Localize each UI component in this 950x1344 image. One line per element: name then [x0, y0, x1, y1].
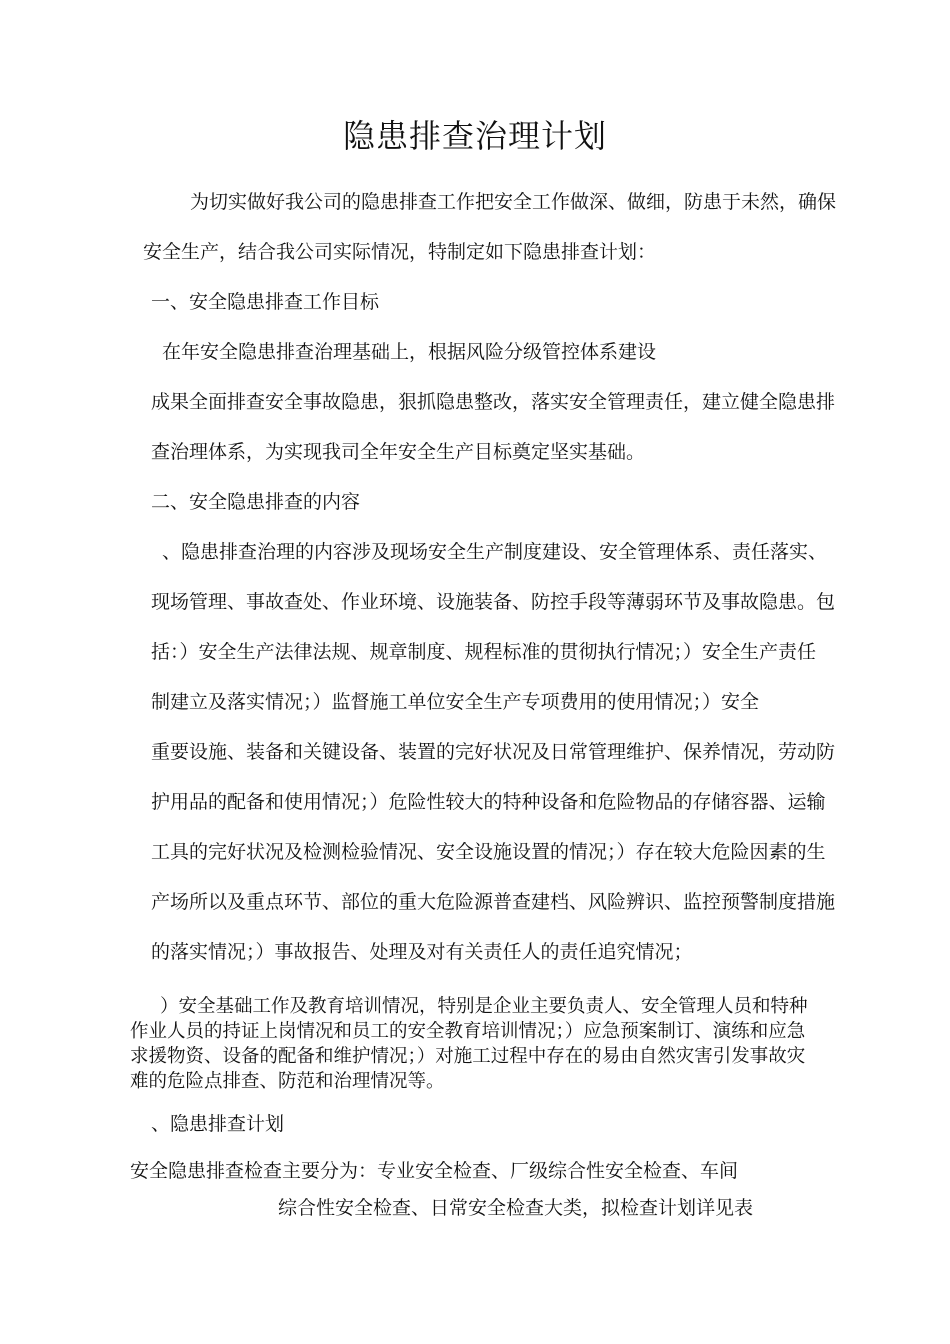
section2-dense-line-4: 难的危险点排查、防范和治理情况等。 — [130, 1071, 445, 1092]
section1-heading: 一、安全隐患排查工作目标 — [151, 291, 380, 313]
intro-line-2: 安全生产，结合我公司实际情况，特制定如下隐患排查计划： — [143, 241, 657, 263]
document-title: 隐患排查治理计划 — [342, 117, 607, 155]
section2-line-4: 制建立及落实情况；）监督施工单位安全生产专项费用的使用情况；）安全 — [151, 691, 760, 713]
section2-dense-line-3: 求援物资、设备的配备和维护情况；）对施工过程中存在的易由自然灾害引发事故灾 — [130, 1046, 806, 1067]
section3-heading: 、隐患排查计划 — [151, 1113, 285, 1135]
section2-line-5: 重要设施、装备和关键设备、装置的完好状况及日常管理维护、保养情况，劳动防 — [151, 741, 836, 763]
section2-dense-line-2: 作业人员的持证上岗情况和员工的安全教育培训情况；）应急预案制订、演练和应急 — [130, 1021, 806, 1042]
section2-line-6: 护用品的配备和使用情况；）危险性较大的特种设备和危险物品的存储容器、运输 — [151, 791, 826, 813]
section2-line-2: 现场管理、事故查处、作业环境、设施装备、防控手段等薄弱环节及事故隐患。包 — [151, 591, 836, 613]
section2-line-3: 括：）安全生产法律法规、规章制度、规程标准的贯彻执行情况；）安全生产责任 — [151, 641, 817, 663]
section3-line-2: 综合性安全检查、日常安全检查大类，拟检查计划详见表 — [278, 1197, 754, 1219]
section2-dense-line-1: ）安全基础工作及教育培训情况，特别是企业主要负责人、安全管理人员和特种 — [160, 996, 808, 1017]
section2-heading: 二、安全隐患排查的内容 — [151, 491, 361, 513]
section2-line-8: 产场所以及重点环节、部位的重大危险源普查建档、风险辨识、监控预警制度措施 — [151, 891, 836, 913]
section1-line-2: 成果全面排查安全事故隐患，狠抓隐患整改，落实安全管理责任，建立健全隐患排 — [151, 391, 836, 413]
section2-line-1: 、隐患排查治理的内容涉及现场安全生产制度建设、安全管理体系、责任落实、 — [162, 541, 828, 563]
intro-line-1: 为切实做好我公司的隐患排查工作把安全工作做深、做细，防患于未然，确保 — [190, 191, 837, 213]
section3-line-1: 安全隐患排查检查主要分为：专业安全检查、厂级综合性安全检查、车间 — [130, 1160, 739, 1182]
section2-line-9: 的落实情况；）事故报告、处理及对有关责任人的责任追究情况； — [151, 941, 693, 963]
section1-line-3: 查治理体系，为实现我司全年安全生产目标奠定坚实基础。 — [151, 441, 646, 463]
section1-line-1: 在年安全隐患排查治理基础上，根据风险分级管控体系建设 — [162, 341, 657, 363]
section2-line-7: 工具的完好状况及检测检验情况、安全设施设置的情况；）存在较大危险因素的生 — [151, 841, 826, 863]
